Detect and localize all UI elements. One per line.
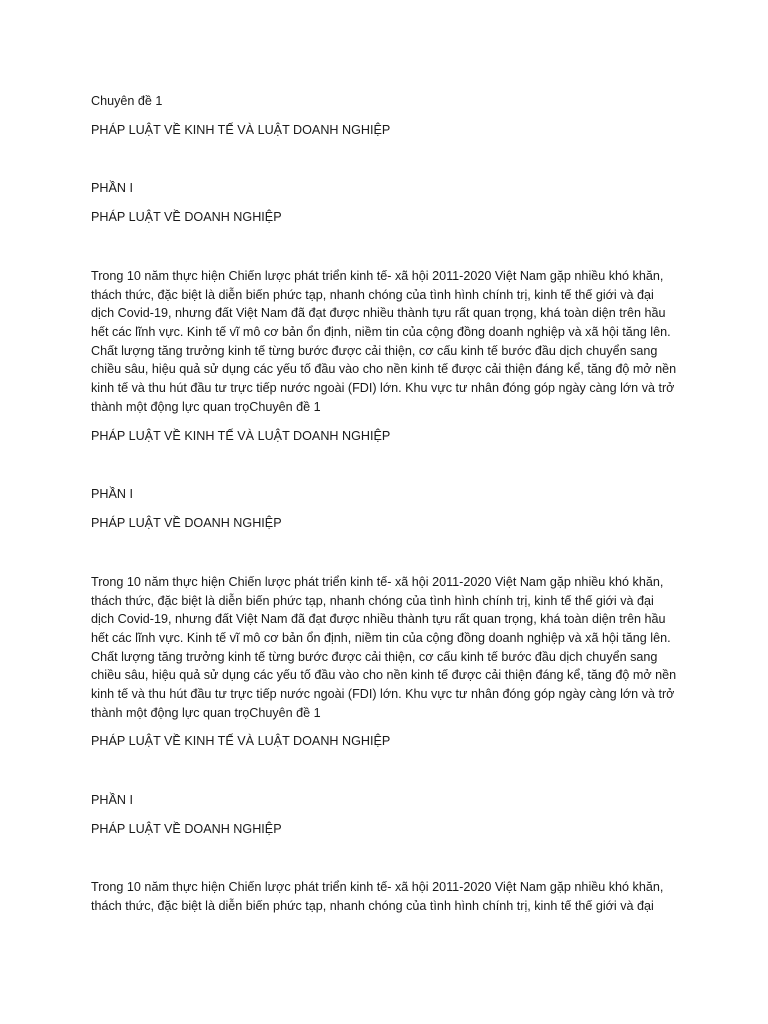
- paragraph-line: chiều sâu, hiệu quả sử dụng các yếu tố đầu vào cho nền kinh tế được cải thiện đáng kể, tăng độ mở nền: [91, 668, 677, 683]
- paragraph-line: dịch Covid-19, nhưng đất Việt Nam đã đạt được nhiều thành tựu rất quan trọng, khá toàn diện trên hầu: [91, 612, 666, 627]
- paragraph-line: Chất lượng tăng trưởng kinh tế từng bước được cải thiện, cơ cấu kinh tế bước đầu dịch chuyển sang: [91, 649, 658, 664]
- paragraph-line: Trong 10 năm thực hiện Chiến lược phát triển kinh tế- xã hội 2011-2020 Việt Nam gặp nhiều khó khăn,: [91, 880, 664, 894]
- paragraph-line: thách thức, đặc biệt là diễn biến phức tạp, nhanh chóng của tình hình chính trị, kinh tế thế giới và đại: [91, 287, 654, 302]
- paragraph-line: Trong 10 năm thực hiện Chiến lược phát triển kinh tế- xã hội 2011-2020 Việt Nam gặp nhiều khó khăn,: [91, 269, 664, 283]
- topic-title: PHÁP LUẬT VỀ KINH TẾ VÀ LUẬT DOANH NGHIỆP: [91, 734, 391, 748]
- paragraph-line: hết các lĩnh vực. Kinh tế vĩ mô cơ bản ổn định, niềm tin của cộng đồng doanh nghiệp và xã hội tăng lên.: [91, 325, 671, 340]
- paragraph-line: chiều sâu, hiệu quả sử dụng các yếu tố đầu vào cho nền kinh tế được cải thiện đáng kể, tăng độ mở nền: [91, 362, 677, 377]
- heading-label: Chuyên đề 1: [91, 94, 163, 108]
- part-label: PHẦN I: [91, 793, 133, 807]
- part-label: PHẦN I: [91, 487, 133, 501]
- paragraph-line: hết các lĩnh vực. Kinh tế vĩ mô cơ bản ổn định, niềm tin của cộng đồng doanh nghiệp và xã hội tăng lên.: [91, 631, 671, 646]
- paragraph-line: kinh tế và thu hút đầu tư trực tiếp nước ngoài (FDI) lớn. Khu vực tư nhân đóng góp ngày càng lớn và trở: [91, 687, 675, 702]
- paragraph-line: dịch Covid-19, nhưng đất Việt Nam đã đạt được nhiều thành tựu rất quan trọng, khá toàn diện trên hầu: [91, 306, 666, 321]
- topic-title: PHÁP LUẬT VỀ KINH TẾ VÀ LUẬT DOANH NGHIỆP: [91, 123, 391, 137]
- part-label: PHẦN I: [91, 181, 133, 195]
- paragraph-line: thành một động lực quan trọChuyên đề 1: [91, 705, 321, 720]
- paragraph-line: thách thức, đặc biệt là diễn biến phức tạp, nhanh chóng của tình hình chính trị, kinh tế thế giới và đại: [91, 593, 654, 608]
- body-paragraph: [91, 573, 691, 723]
- paragraph-line: Chất lượng tăng trưởng kinh tế từng bước được cải thiện, cơ cấu kinh tế bước đầu dịch chuyển sang: [91, 343, 658, 358]
- paragraph-line: Trong 10 năm thực hiện Chiến lược phát triển kinh tế- xã hội 2011-2020 Việt Nam gặp nhiều khó khăn,: [91, 575, 664, 589]
- part-title: PHÁP LUẬT VỀ DOANH NGHIỆP: [91, 516, 282, 530]
- paragraph-line: thành một động lực quan trọChuyên đề 1: [91, 399, 321, 414]
- paragraph-line: kinh tế và thu hút đầu tư trực tiếp nước ngoài (FDI) lớn. Khu vực tư nhân đóng góp ngày càng lớn và trở: [91, 381, 675, 396]
- part-title: PHÁP LUẬT VỀ DOANH NGHIỆP: [91, 822, 282, 836]
- topic-title: PHÁP LUẬT VỀ KINH TẾ VÀ LUẬT DOANH NGHIỆP: [91, 429, 391, 443]
- body-paragraph: [91, 878, 691, 915]
- paragraph-line: thách thức, đặc biệt là diễn biến phức tạp, nhanh chóng của tình hình chính trị, kinh tế thế giới và đại: [91, 898, 654, 913]
- body-paragraph: [91, 267, 691, 417]
- part-title: PHÁP LUẬT VỀ DOANH NGHIỆP: [91, 210, 282, 224]
